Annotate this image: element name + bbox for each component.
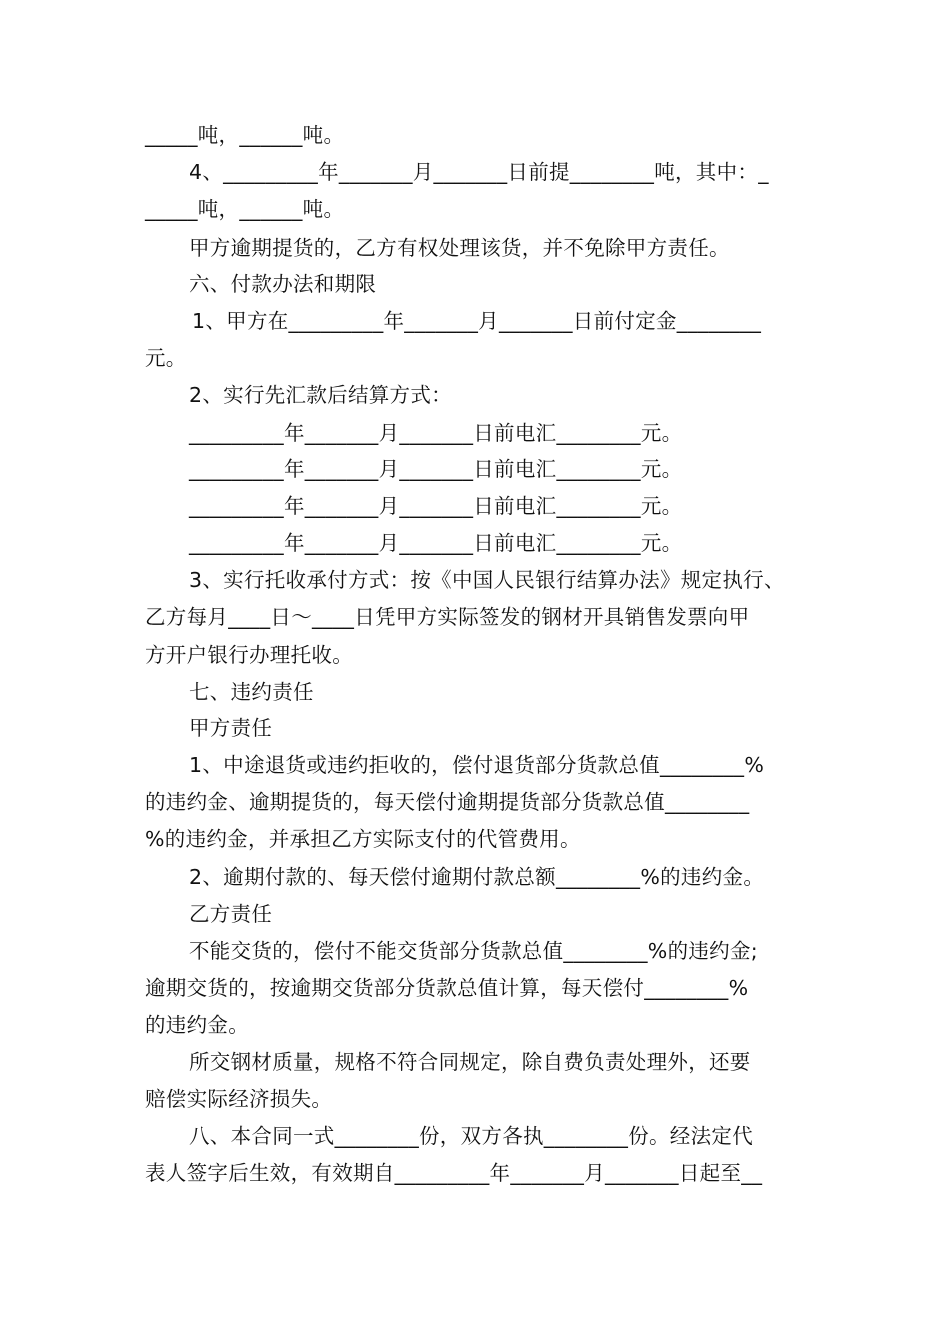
text-line: 2、实行先汇款后结算方式： (189, 383, 452, 407)
text-line: %的违约金，并承担乙方实际支付的代管费用。 (145, 827, 581, 851)
text-line: 1、中途退货或违约拒收的，偿付退货部分货款总值________% (189, 753, 765, 777)
text-line: 乙方每月____日～____日凭甲方实际签发的钢材开具销售发票向甲 (145, 605, 750, 629)
text-line: 的违约金。 (145, 1013, 249, 1037)
text-line: 八、本合同一式________份，双方各执________份。经法定代 (189, 1124, 753, 1148)
text-line: 逾期交货的，按逾期交货部分货款总值计算，每天偿付________% (145, 976, 749, 1000)
text-line: _________年_______月_______日前电汇________元。 (189, 494, 683, 518)
text-line: 4、_________年_______月_______日前提________吨，其中：_ (189, 160, 769, 184)
text-line: _________年_______月_______日前电汇________元。 (189, 421, 683, 445)
text-line: 所交钢材质量，规格不符合同规定，除自费负责处理外，还要 (189, 1050, 751, 1074)
subheading: 甲方责任 (189, 716, 273, 740)
text-line: 方开户银行办理托收。 (145, 643, 353, 667)
text-line: _____吨，______吨。 (145, 197, 345, 221)
section-heading: 七、违约责任 (189, 680, 314, 704)
text-line: _________年_______月_______日前电汇________元。 (189, 457, 683, 481)
text-line: 表人签字后生效，有效期自_________年_______月_______日起至__ (145, 1161, 763, 1185)
text-line: 赔偿实际经济损失。 (145, 1087, 333, 1111)
text-line: 元。 (145, 346, 187, 370)
text-line: _________年_______月_______日前电汇________元。 (189, 531, 683, 555)
text-line: 3、实行托收承付方式：按《中国人民银行结算办法》规定执行、 (189, 568, 785, 592)
text-line: 的违约金、逾期提货的，每天偿付逾期提货部分货款总值________ (145, 790, 750, 814)
subheading: 乙方责任 (189, 902, 273, 926)
section-heading: 六、付款办法和期限 (189, 272, 377, 296)
text-line: 1、甲方在_________年_______月_______日前付定金________ (192, 309, 762, 333)
text-line: 甲方逾期提货的，乙方有权处理该货，并不免除甲方责任。 (189, 236, 730, 260)
text-line: _____吨，______吨。 (145, 123, 345, 147)
text-line: 2、逾期付款的、每天偿付逾期付款总额________%的违约金。 (189, 865, 765, 889)
text-line: 不能交货的，偿付不能交货部分货款总值________%的违约金; (189, 939, 758, 963)
